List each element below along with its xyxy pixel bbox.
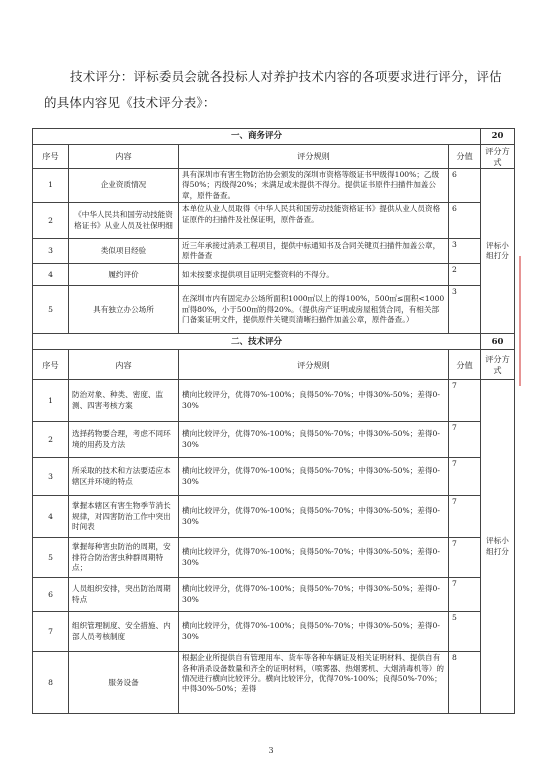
row-no: 8: [33, 652, 69, 714]
header-score: 分值: [449, 350, 481, 380]
table-row: [33, 612, 515, 652]
row-no: 5: [33, 538, 69, 578]
business-header-row: [33, 145, 515, 169]
row-no: 4: [33, 264, 69, 286]
row-no: 1: [33, 169, 69, 203]
business-section-row: [33, 129, 515, 145]
table-row: [33, 264, 515, 286]
row-content: 组织管理制度、安全措施、内部人员考核制度: [69, 612, 179, 652]
technical-section-title: 二、技术评分: [33, 334, 481, 350]
header-content: 内容: [69, 350, 179, 380]
row-score: 2: [449, 264, 481, 286]
business-method-cell: 评标小组打分: [481, 169, 515, 334]
header-content: 内容: [69, 145, 179, 169]
row-score: 7: [449, 458, 481, 496]
row-score: 7: [449, 496, 481, 538]
technical-section-row: [33, 334, 515, 350]
table-row: [33, 203, 515, 239]
table-row: [33, 538, 515, 578]
row-score: 8: [449, 652, 481, 714]
red-stamp-mark: [519, 256, 537, 386]
row-score: 7: [449, 538, 481, 578]
row-no: 1: [33, 380, 69, 422]
row-content: 所采取的技术和方法要适应本辖区并环境的特点: [69, 458, 179, 496]
row-no: 3: [33, 458, 69, 496]
business-section-total: 20: [481, 129, 515, 145]
row-content: 选择药物要合理，考虑不同环境的用药及方法: [69, 422, 179, 458]
row-no: 7: [33, 612, 69, 652]
row-content: 防治对象、种类、密度、监测、四害考核方案: [69, 380, 179, 422]
technical-header-row: [33, 350, 515, 380]
row-rule: 横向比较评分，优得70%-100%；良得50%-70%；中得30%-50%；差得0-30%: [179, 578, 449, 612]
row-rule: 本单位从业人员取得《中华人民共和国劳动技能资格证书》提供从业人员资格证原件的扫描件及社保证明，原件备查。: [179, 203, 449, 239]
row-score: 5: [449, 612, 481, 652]
business-section-title: 一、商务评分: [33, 129, 481, 145]
header-rule: 评分规则: [179, 350, 449, 380]
row-rule: 在深圳市内有固定办公场所面积1000㎡以上的得100%，500㎡≤面积<1000㎡得80%，小于500㎡的得20%。（提供房产证明或房屋租赁合同，有相关部门备案证明文件，提供原件关键页清晰扫描件加盖公章，原件备查。）: [179, 286, 449, 334]
table-row: [33, 169, 515, 203]
technical-method-cell: 评标小组打分: [481, 380, 515, 714]
table-row: [33, 652, 515, 714]
intro-text: 技术评分：评标委员会就各投标人对养护技术内容的各项要求进行评分，评估的具体内容见《技术评分表》：: [44, 69, 502, 110]
page-number: 3: [268, 746, 274, 755]
row-content: 具有独立办公场所: [69, 286, 179, 334]
row-content: 企业资质情况: [69, 169, 179, 203]
table-row: [33, 239, 515, 264]
row-rule: 具有深圳市有害生物防治协会颁发的深圳市资格等级证书甲级得100%；乙级得50%；丙级得20%；未满足或未提供不得分。提供证书原件扫描件加盖公章，原件备查。: [179, 169, 449, 203]
row-rule: 横向比较评分，优得70%-100%；良得50%-70%；中得30%-50%；差得0-30%: [179, 538, 449, 578]
row-content: 类似项目经验: [69, 239, 179, 264]
table-row: [33, 458, 515, 496]
row-rule: 横向比较评分，优得70%-100%；良得50%-70%；中得30%-50%；差得0-30%: [179, 380, 449, 422]
table-row: [33, 578, 515, 612]
intro-paragraph: [44, 64, 504, 116]
table-row: [33, 496, 515, 538]
table-row: [33, 380, 515, 422]
technical-section-total: 60: [481, 334, 515, 350]
table-row: [33, 286, 515, 334]
row-no: 2: [33, 203, 69, 239]
row-content: 《中华人民共和国劳动技能资格证书》从业人员及社保明细: [69, 203, 179, 239]
row-no: 2: [33, 422, 69, 458]
row-score: 6: [449, 169, 481, 203]
row-no: 6: [33, 578, 69, 612]
header-score: 分值: [449, 145, 481, 169]
row-no: 5: [33, 286, 69, 334]
row-rule: 根据企业所提供自有管理用车、货车等各种车辆证及相关证明材料、提供自有各种消杀设备数量和齐全的证明材料，（喷雾器、热烟雾机、大烟消毒机等）的情况进行横向比较评分。横向比较评分，优得70%-100%；良得50%-70%；中得30%-50%；差得: [179, 652, 449, 714]
row-score: 6: [449, 203, 481, 239]
row-no: 3: [33, 239, 69, 264]
row-rule: 如未按要求提供项目证明完整资料的不得分。: [179, 264, 449, 286]
row-rule: 近三年承接过消杀工程项目，提供中标通知书及合同关键页扫描件加盖公章，原件备查: [179, 239, 449, 264]
row-rule: 横向比较评分，优得70%-100%；良得50%-70%；中得30%-50%；差得0-30%: [179, 458, 449, 496]
row-score: 3: [449, 286, 481, 334]
row-score: 7: [449, 422, 481, 458]
row-score: 7: [449, 578, 481, 612]
header-method: 评分方式: [481, 145, 515, 169]
header-no: 序号: [33, 350, 69, 380]
header-rule: 评分规则: [179, 145, 449, 169]
row-content: 掌握每种害虫防治的周期，安排符合防治害虫种群周期特点；: [69, 538, 179, 578]
row-content: 掌握本辖区有害生物季节消长规律，对四害防治工作中突出时间表: [69, 496, 179, 538]
table-row: [33, 422, 515, 458]
row-content: 履约评价: [69, 264, 179, 286]
scoring-table: [32, 128, 515, 714]
row-rule: 横向比较评分，优得70%-100%；良得50%-70%；中得30%-50%；差得0-30%: [179, 612, 449, 652]
header-method: 评分方式: [481, 350, 515, 380]
row-content: 服务设备: [69, 652, 179, 714]
row-rule: 横向比较评分，优得70%-100%；良得50%-70%；中得30%-50%；差得0-30%: [179, 496, 449, 538]
row-content: 人员组织安排，突出防治周期特点: [69, 578, 179, 612]
row-score: 3: [449, 239, 481, 264]
header-no: 序号: [33, 145, 69, 169]
row-rule: 横向比较评分，优得70%-100%；良得50%-70%；中得30%-50%；差得0-30%: [179, 422, 449, 458]
row-score: 7: [449, 380, 481, 422]
row-no: 4: [33, 496, 69, 538]
